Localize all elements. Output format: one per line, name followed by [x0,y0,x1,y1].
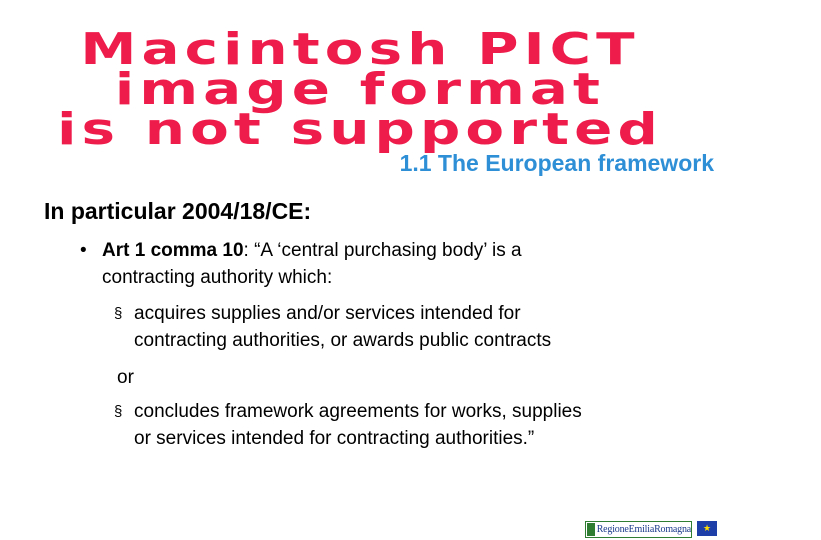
bullet-lead-rest: : “A ‘central purchasing body’ is a [243,240,522,261]
bullet-line-1 [80,237,700,264]
sub-item-line-1: concludes framework agreements for works, supplies [134,401,582,422]
sub-item-line-2: contracting authorities, or awards public contracts [134,330,552,351]
sub-item-concludes [114,398,714,452]
bullet-item-art1 [80,237,700,291]
or-connector: or [117,367,134,388]
eu-flag-icon: ★ [697,521,717,536]
pict-error-line-2: image format [114,64,606,115]
section-marker-icon: § [114,305,123,322]
regione-emilia-romagna-logo [585,521,692,538]
sub-item-line-2: or services intended for contracting authorities.” [134,428,535,449]
regione-logo-mark-icon [587,523,595,536]
bullet-line-2: contracting authority which: [102,267,333,288]
section-marker-icon: § [114,403,123,420]
sub-item-line-1: acquires supplies and/or services intended for [134,303,521,324]
bullet-lead-bold: Art 1 comma 10 [102,240,244,261]
slide-title: 1.1 The European framework [399,150,714,176]
bullet-dot-icon: • [80,240,87,261]
sub-item-acquires [114,300,714,354]
pict-format-error-image [0,24,720,155]
pict-error-line-3: is not supported [57,104,663,155]
pict-error-line-1: Macintosh PICT [80,24,640,75]
logo-text: RegioneEmiliaRomagna [596,524,691,535]
slide-subheading: In particular 2004/18/CE: [44,198,312,224]
